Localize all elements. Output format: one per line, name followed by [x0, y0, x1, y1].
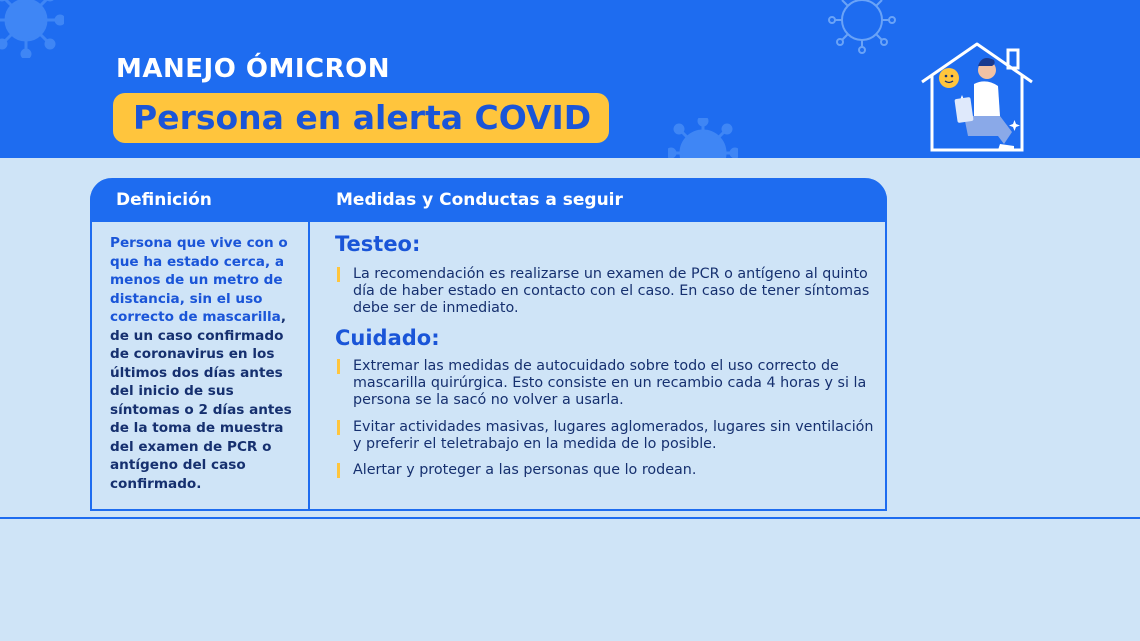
virus-icon [826, 0, 898, 56]
virus-icon [668, 118, 738, 158]
bullet-item: Evitar actividades masivas, lugares aglomerados, lugares sin ventilación y preferir el teletrabajo en la medida de lo posible. [335, 419, 875, 453]
divider-line [0, 517, 1140, 519]
definition-highlight: Persona que vive con o que ha estado cerca, a menos de un metro de distancia, sin el uso correcto de mascarilla [110, 235, 288, 325]
definition-text [110, 234, 292, 493]
column-header-definition: Definición [116, 190, 212, 210]
smiley-face-icon [939, 68, 959, 88]
bullet-item: Extremar las medidas de autocuidado sobre todo el uso correcto de mascarilla quirúrgica. Esto consiste en un recambio cada 4 horas y si la persona se la sacó no volver a usarla. [335, 358, 875, 408]
header-banner [0, 0, 1140, 158]
page-title: Persona en alerta COVID [113, 93, 609, 143]
house-person-illustration [916, 40, 1038, 154]
virus-icon [0, 0, 64, 58]
bullet-item: Alertar y proteger a las personas que lo rodean. [335, 462, 875, 479]
definition-rest: , de un caso confirmado de coronavirus en los últimos dos días antes del inicio de sus síntomas o 2 días antes de la toma de muestra del examen de PCR o antígeno del caso confirmado. [110, 309, 292, 492]
section-title-testeo: Testeo: [335, 232, 421, 256]
info-table [90, 178, 887, 511]
column-header-measures: Medidas y Conductas a seguir [336, 190, 623, 210]
column-divider [308, 222, 310, 509]
table-header [90, 178, 887, 222]
section-title-cuidado: Cuidado: [335, 326, 440, 351]
kicker-title: MANEJO ÓMICRON [116, 54, 390, 84]
bullet-item: La recomendación es realizarse un examen de PCR o antígeno al quinto día de haber estado en contacto con el caso. En caso de tener síntomas debe ser de inmediato. [335, 266, 875, 316]
measures-column [335, 232, 875, 489]
